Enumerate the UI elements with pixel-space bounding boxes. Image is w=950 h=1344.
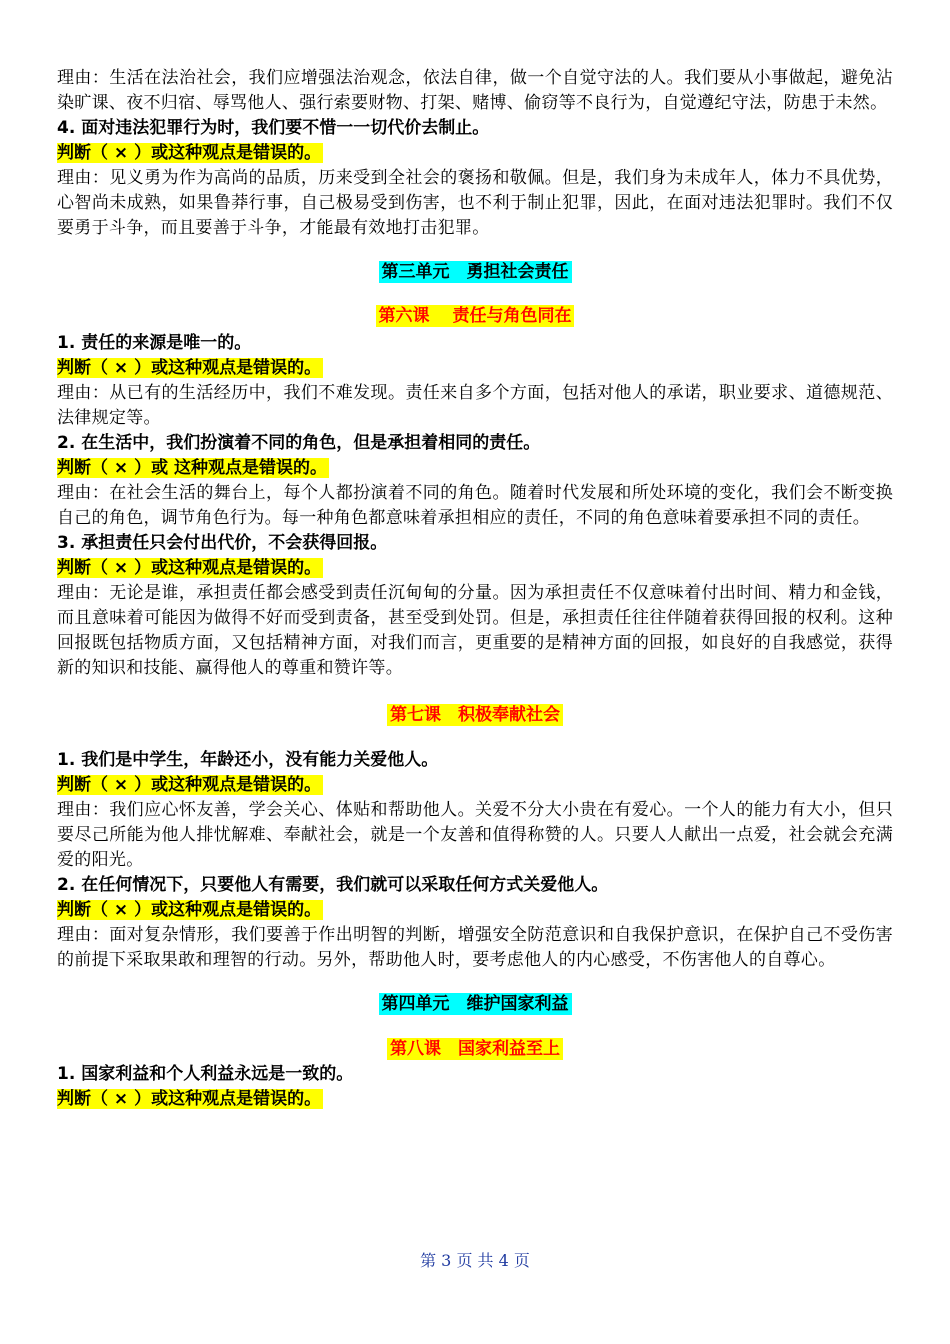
- l6-question-2: 2. 在生活中，我们扮演着不同的角色，但是承担着相同的责任。: [57, 433, 541, 453]
- l6-question-3: 3. 承担责任只会付出代价，不会获得回报。: [57, 533, 388, 553]
- l7-judgment-2: 判断（ × ）或这种观点是错误的。: [57, 900, 322, 920]
- lesson-6-heading: 第六课 责任与角色同在: [57, 304, 893, 329]
- l7-question-2: 2. 在任何情况下，只要他人有需要，我们就可以采取任何方式关爱他人。: [57, 875, 609, 895]
- l6-judgment-2: 判断（ × ）或 这种观点是错误的。: [57, 458, 327, 478]
- l6-reason-3: 理由：无论是谁，承担责任都会感受到责任沉甸甸的分量。因为承担责任不仅意味着付出时间、精力和金钱，而且意味着可能因为做得不好而受到责备，甚至受到处罚。但是，承担责任往往伴随着获得回报的权利。这种回报既包括物质方面，又包括精神方面，对我们而言，更重要的是精神方面的回报，如良好的自我感觉，获得新的知识和技能、赢得他人的尊重和赞许等。: [57, 583, 893, 678]
- l6-reason-2: 理由：在社会生活的舞台上，每个人都扮演着不同的角色。随着时代发展和所处环境的变化，我们会不断变换自己的角色，调节角色行为。每一种角色都意味着承担相应的责任，不同的角色意味着要承担不同的责任。: [57, 483, 893, 528]
- l6-judgment-1: 判断（ × ）或这种观点是错误的。: [57, 358, 322, 378]
- l6-reason-1: 理由：从已有的生活经历中，我们不难发现。责任来自多个方面，包括对他人的承诺，职业要求、道德规范、法律规定等。: [57, 383, 893, 428]
- judgment-4: 判断（ × ）或这种观点是错误的。: [57, 143, 322, 163]
- l7-judgment-1: 判断（ × ）或这种观点是错误的。: [57, 775, 322, 795]
- unit-3-heading: 第三单元 勇担社会责任: [57, 260, 893, 285]
- l6-question-1: 1. 责任的来源是唯一的。: [57, 333, 252, 353]
- l6-judgment-3: 判断（ × ）或这种观点是错误的。: [57, 558, 322, 578]
- unit-4-heading: 第四单元 维护国家利益: [57, 992, 893, 1017]
- l7-reason-1: 理由：我们应心怀友善，学会关心、体贴和帮助他人。关爱不分大小贵在有爱心。一个人的能力有大小，但只要尽己所能为他人排忧解难、奉献社会，就是一个友善和值得称赞的人。只要人人献出一点爱，社会就会充满爱的阳光。: [57, 800, 893, 870]
- l8-judgment-1: 判断（ × ）或这种观点是错误的。: [57, 1089, 322, 1109]
- reason-4: 理由：见义勇为作为高尚的品质，历来受到全社会的褒扬和敬佩。但是，我们身为未成年人，体力不具优势，心智尚未成熟，如果鲁莽行事，自己极易受到伤害，也不利于制止犯罪，因此，在面对违法犯罪时。我们不仅要勇于斗争，而且要善于斗争，才能最有效地打击犯罪。: [57, 168, 893, 238]
- question-4: 4. 面对违法犯罪行为时，我们要不惜一一切代价去制止。: [57, 118, 490, 138]
- lesson-7-heading: 第七课 积极奉献社会: [57, 703, 893, 728]
- lesson-8-heading: 第八课 国家利益至上: [57, 1037, 893, 1062]
- l7-question-1: 1. 我们是中学生，年龄还小，没有能力关爱他人。: [57, 750, 439, 770]
- l8-question-1: 1. 国家利益和个人利益永远是一致的。: [57, 1064, 354, 1084]
- page-footer: 第 3 页 共 4 页: [420, 1251, 530, 1270]
- reason-paragraph: 理由：生活在法治社会，我们应增强法治观念，依法自律，做一个自觉守法的人。我们要从小事做起，避免沾染旷课、夜不归宿、辱骂他人、强行索要财物、打架、赌博、偷窃等不良行为，自觉遵纪守法，防患于未然。: [57, 68, 893, 113]
- l7-reason-2: 理由：面对复杂情形，我们要善于作出明智的判断，增强安全防范意识和自我保护意识，在保护自己不受伤害的前提下采取果敢和理智的行动。另外，帮助他人时，要考虑他人的内心感受，不伤害他人的自尊心。: [57, 925, 893, 970]
- document-page: [57, 66, 893, 1112]
